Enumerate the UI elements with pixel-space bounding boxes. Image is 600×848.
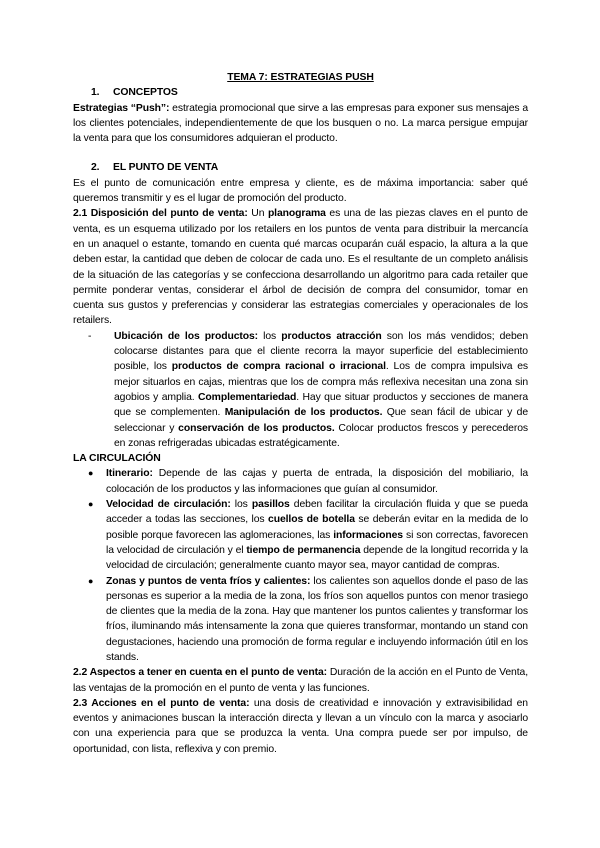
text-run: son los más vendidos; deben colocarse distantes para que el cliente recorra la mayor superficie del establecimiento posible, los (114, 330, 529, 373)
bullet-marker: ● (88, 499, 94, 510)
bold-run: tiempo de permanencia (246, 544, 361, 556)
zonas-list-item (73, 574, 528, 666)
text-run: una dosis de creatividad e innovación y extravisibilidad en eventos y animaciones buscan la interacción directa y llevan a un vínculo con la marca y asociarlo con una experiencia para que se produzca la venta. Una compra puede ser por impulso, de oportunidad, con lista, reflexiva y con premio. (73, 697, 528, 755)
text-run: . Hay que situar productos y secciones de manera que se complementen. (114, 391, 528, 419)
text-run: si son correctas, favorecen la velocidad de circulación y el (106, 529, 528, 556)
ubicacion-list-item (73, 329, 528, 451)
bold-run: Velocidad de circulación: (106, 499, 231, 511)
section-2-3-paragraph (73, 696, 528, 757)
text-run: los (258, 330, 282, 342)
section-1-paragraph (73, 101, 528, 147)
velocidad-paragraph (106, 497, 528, 573)
bold-run: informaciones (333, 529, 403, 541)
bold-run: Ubicación de los productos: (114, 330, 259, 342)
section-2-title: EL PUNTO DE VENTA (113, 162, 219, 174)
zonas-paragraph (106, 574, 528, 666)
section-2-number: 2. (91, 162, 100, 174)
section-1-number: 1. (91, 87, 100, 99)
text-run: se deberán evitar en la medida de lo posible porque favorecen las aglomeraciones, las (106, 514, 529, 541)
section-2-1-label: 2.1 Disposición del punto de venta: (73, 208, 248, 220)
bold-run: cuellos de botella (268, 514, 355, 526)
itinerario-list-item (73, 466, 528, 497)
planograma-term: planograma (267, 208, 326, 220)
bold-run: Manipulación de los productos. (224, 407, 383, 419)
text-run: es una de las piezas claves en el punto de venta, es un esquema utilizado por los retailers en los puntos de venta para distribuir la mercancía en un anaquel o estante, tomando en cuenta qué marcas ocuparán cuál espacio, la altura a la que deben estar, la cantidad que deben de colocar de cada uno. Es el resultante de un completo análisis de la situación de las categorías y se confecciona desarrollando un algoritmo para cada retailer que permite ponderar ventas, considerar el árbol de decisión de compra del consumidor, tomar en cuenta sus gustos y preferencias y considerar las estrategias comerciales y operacionales de los retailers. (73, 208, 528, 327)
itinerario-paragraph (106, 466, 528, 497)
document-page (73, 70, 528, 757)
text-run: . Los de compra impulsiva es mejor situarlos en cajas, mientras que los de compra más reflexiva necesitan una zona sin agobios y amplia. (114, 361, 529, 403)
ubicacion-paragraph (114, 329, 528, 451)
section-2-2-label: 2.2 Aspectos a tener en cuenta en el punto de venta: (73, 667, 328, 679)
bullet-marker: ● (88, 468, 94, 479)
text-run: Colocar productos frescos y perecederos en zonas refrigeradas ubicadas estratégicamente. (114, 422, 528, 449)
push-definition: estrategia promocional que sirve a las empresas para exponer sus mensajes a los clientes potenciales, independientemente de que los busquen o no. La marca persigue empujar la venta para que los consumidores adquieran el producto. (73, 102, 529, 145)
section-1-title: CONCEPTOS (113, 87, 178, 99)
bold-run: conservación de los productos. (178, 422, 335, 434)
text-run: Duración de la acción en el Punto de Venta, las ventajas de la promoción en el punto de venta y las funciones. (73, 667, 528, 694)
text-run: los calientes son aquellos donde el paso de las personas es superior a la media de la zona, los fríos son aquellos puntos con menor trasiego de clientes que la media de la zona. Hay que mantener los puntos calientes y transformar los fríos, iluminando más intensamente la zona que quieres transformar, montando un stand con degustaciones, haciendo una promoción de forma regular e incluyendo información útil en los stands. (106, 575, 529, 663)
text-run: los (230, 499, 252, 511)
text-run: depende de la longitud recorrida y la velocidad de circulación; generalmente cuanto mayor sea, mayor cantidad de compras. (106, 544, 529, 572)
bold-run: productos atracción (281, 330, 382, 342)
bold-run: pasillos (251, 499, 290, 511)
text-run: Que sean fácil de ubicar y de seleccionar y (114, 407, 528, 434)
spacer (73, 146, 528, 160)
circulacion-heading: LA CIRCULACIÓN (73, 453, 161, 465)
text-run: Un (247, 208, 268, 220)
section-2-heading (73, 160, 528, 175)
bold-run: Itinerario: (106, 468, 153, 480)
section-2-intro: Es el punto de comunicación entre empresa y cliente, es de máxima importancia: saber qué queremos transmitir y es el lugar de promoción del producto. (73, 177, 528, 205)
push-term: Estrategias “Push”: (73, 102, 170, 114)
section-2-1-paragraph (73, 206, 528, 328)
bullet-marker: ● (88, 575, 94, 586)
velocidad-list-item (73, 497, 528, 573)
text-run: Depende de las cajas y puerta de entrada, la disposición del mobiliario, la colocación de los productos y las informaciones que guían al consumidor. (106, 468, 528, 495)
bold-run: Zonas y puntos de venta fríos y calientes: (106, 575, 311, 587)
section-1-heading (73, 85, 528, 100)
section-2-3-label: 2.3 Acciones en el punto de venta: (73, 697, 250, 709)
dash-marker: - (88, 330, 92, 342)
text-run: deben facilitar la circulación fluida y que se pueda acceder a todas las secciones, los (106, 499, 528, 526)
page-title: TEMA 7: ESTRATEGIAS PUSH (227, 72, 374, 83)
bold-run: Complementariedad (198, 391, 297, 403)
bold-run: productos de compra racional o irracional (171, 361, 386, 373)
section-2-2-paragraph (73, 665, 528, 696)
